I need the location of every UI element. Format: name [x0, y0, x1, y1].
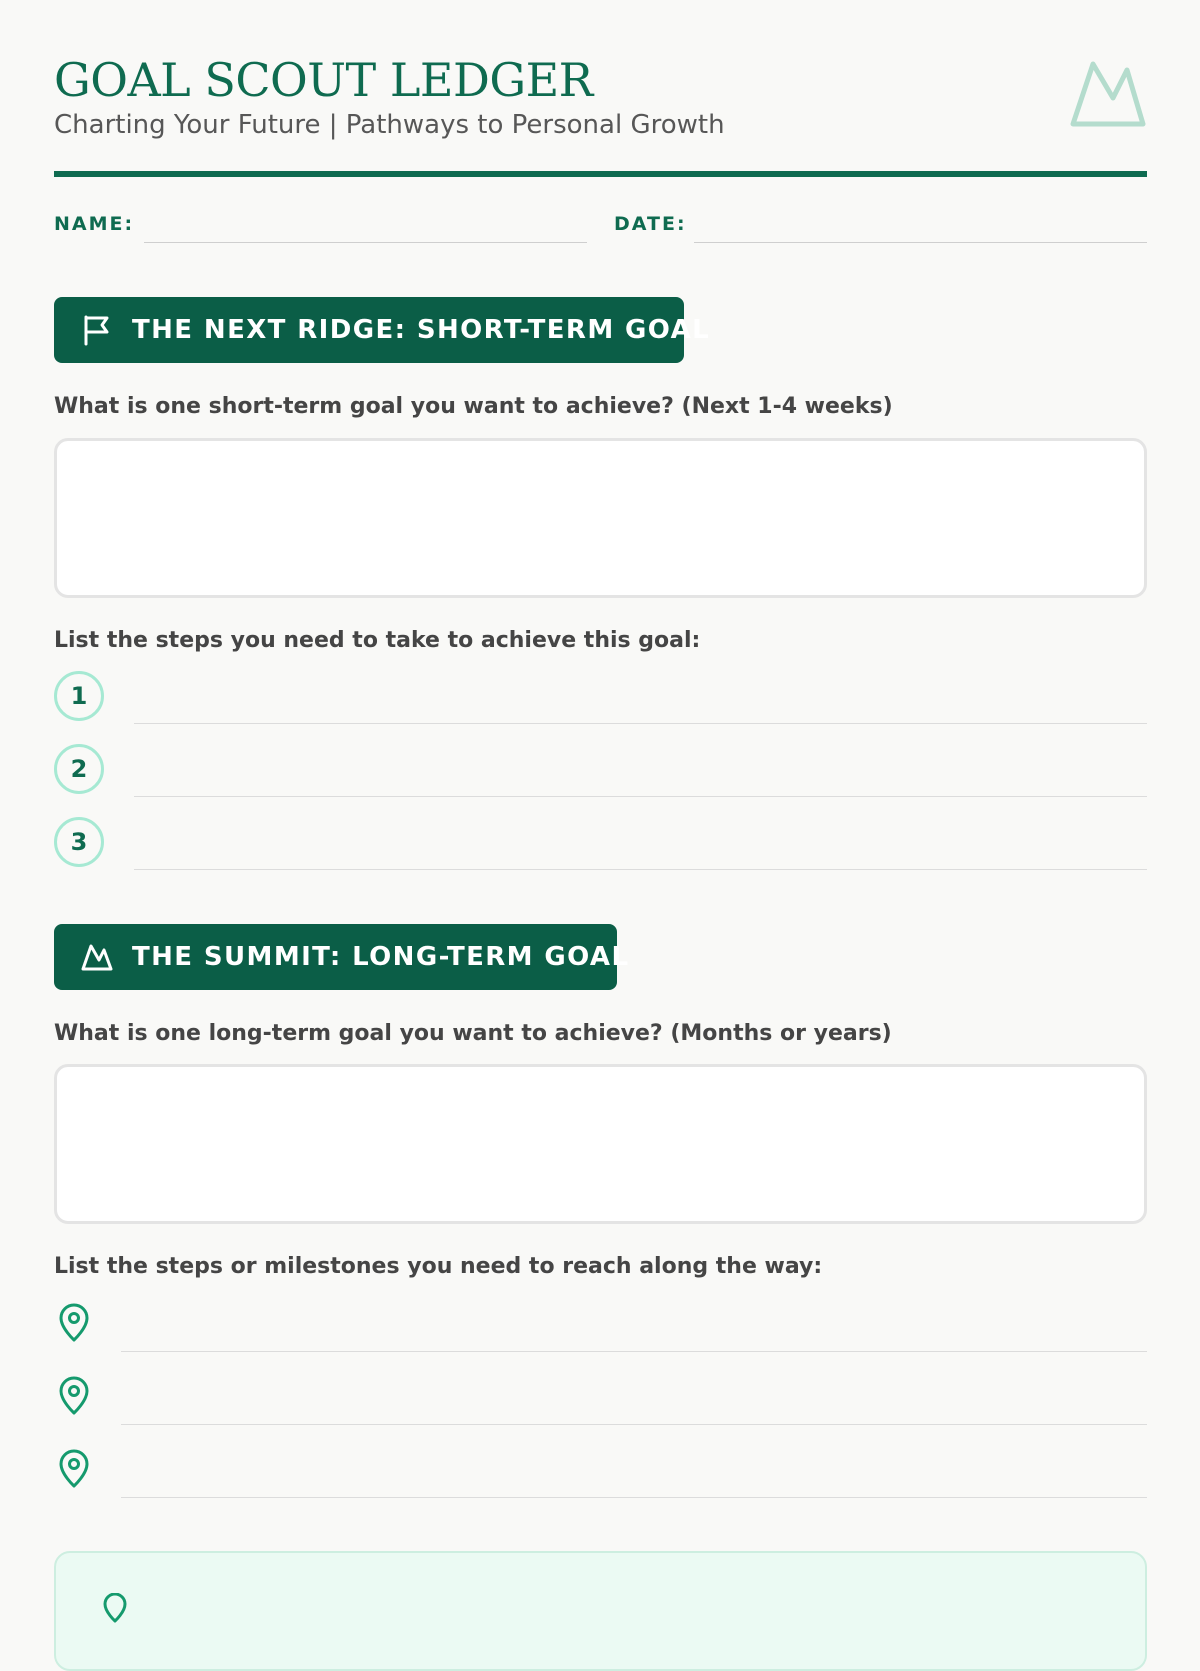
short-term-heading-text: THE NEXT RIDGE: SHORT-TERM GOAL [132, 315, 711, 345]
long-term-question: What is one long-term goal you want to achieve? (Months or years) [54, 1021, 892, 1046]
short-term-heading [54, 297, 711, 363]
step-input-line[interactable] [134, 796, 1147, 797]
date-label: DATE: [614, 213, 687, 235]
map-pin-icon [102, 1593, 128, 1623]
step-row [54, 817, 1147, 873]
milestone-row [54, 1445, 1147, 1501]
step-number-badge: 1 [54, 671, 104, 721]
name-field[interactable] [144, 242, 587, 243]
flag-icon [80, 313, 114, 347]
name-date-row [54, 212, 1147, 246]
step-input-line[interactable] [134, 869, 1147, 870]
page-title: GOAL SCOUT LEDGER [54, 53, 593, 107]
short-term-question: What is one short-term goal you want to achieve? (Next 1-4 weeks) [54, 394, 893, 419]
milestone-input-line[interactable] [121, 1351, 1147, 1352]
milestone-input-line[interactable] [121, 1497, 1147, 1498]
long-term-answer-field[interactable] [54, 1064, 1147, 1224]
long-term-heading [54, 924, 630, 990]
mountain-icon [1069, 58, 1147, 130]
step-row [54, 744, 1147, 800]
reflection-panel [54, 1551, 1147, 1671]
worksheet-page [54, 0, 1147, 1279]
milestone-input-line[interactable] [121, 1424, 1147, 1425]
page-subtitle: Charting Your Future | Pathways to Personal Growth [54, 110, 725, 140]
long-term-milestones-prompt: List the steps or milestones you need to reach along the way: [54, 1254, 823, 1279]
worksheet-header [54, 0, 1147, 177]
milestone-row [54, 1372, 1147, 1428]
short-term-steps-prompt: List the steps you need to take to achieve this goal: [54, 628, 701, 653]
step-number-badge: 2 [54, 744, 104, 794]
milestone-row [54, 1299, 1147, 1355]
map-pin-icon [56, 1376, 92, 1416]
step-number-badge: 3 [54, 817, 104, 867]
mountain-icon [80, 940, 114, 974]
short-term-answer-field[interactable] [54, 438, 1147, 598]
long-term-heading-text: THE SUMMIT: LONG-TERM GOAL [132, 942, 630, 972]
step-row [54, 671, 1147, 727]
date-field[interactable] [694, 242, 1147, 243]
step-input-line[interactable] [134, 723, 1147, 724]
map-pin-icon [56, 1303, 92, 1343]
map-pin-icon [56, 1449, 92, 1489]
name-label: NAME: [54, 213, 135, 235]
